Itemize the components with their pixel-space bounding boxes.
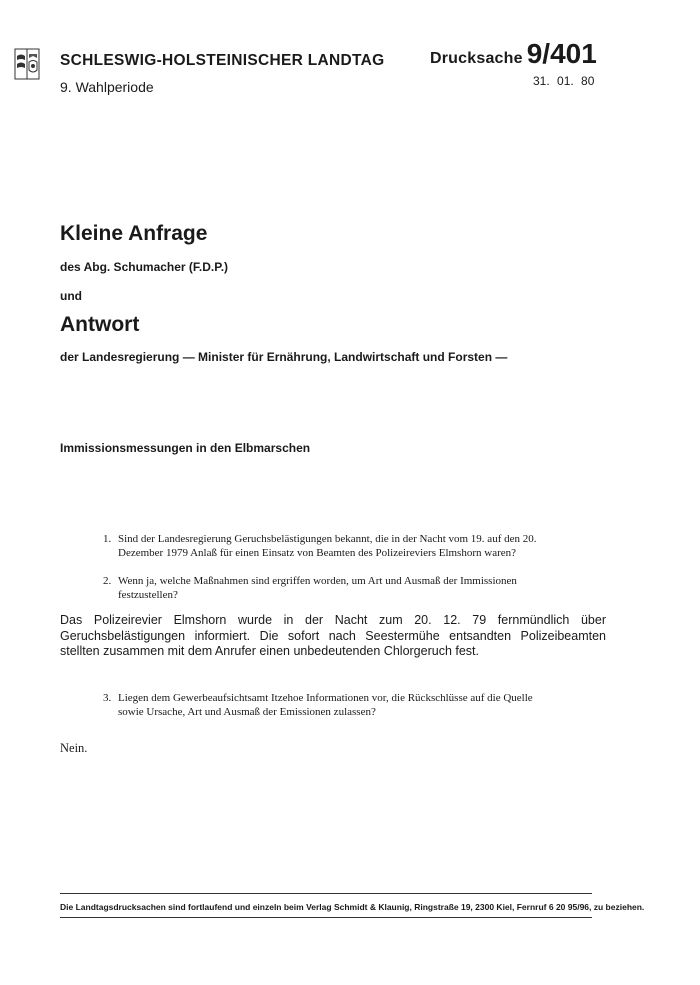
legislative-period: 9. Wahlperiode xyxy=(60,79,154,95)
drucksache-heading xyxy=(430,38,597,70)
antwort-heading: Antwort xyxy=(60,313,140,336)
question-number: 1. xyxy=(103,533,112,545)
drucksache-number: 9/401 xyxy=(526,38,597,69)
coat-of-arms-icon xyxy=(14,48,40,80)
footer-rule-top xyxy=(60,893,592,894)
question-2 xyxy=(103,575,543,602)
question-number: 2. xyxy=(103,575,112,587)
question-1 xyxy=(103,533,543,560)
topic-heading: Immissionsmessungen in den Elbmarschen xyxy=(60,441,311,455)
question-text: Sind der Landesregierung Geruchsbelästigungen bekannt, die in der Nacht vom 19. auf den 20. Dezember 1979 Anlaß für einen Einsatz von Beamten des Polizeireviers Elmshorn waren? xyxy=(118,533,537,559)
footer-rule-bottom xyxy=(60,917,592,918)
responder-line: der Landesregierung — Minister für Ernährung, Landwirtschaft und Forsten — xyxy=(60,350,508,364)
question-text: Wenn ja, welche Maßnahmen sind ergriffen worden, um Art und Ausmaß der Immissionen festzustellen? xyxy=(118,575,517,601)
question-text: Liegen dem Gewerbeaufsichtsamt Itzehoe Informationen vor, die Rückschlüsse auf die Quelle sowie Ursache, Art und Ausmaß der Emissionen zulassen? xyxy=(118,692,533,718)
question-3 xyxy=(103,692,543,719)
drucksache-label: Drucksache xyxy=(430,50,523,67)
parliament-name: SCHLESWIG-HOLSTEINISCHER LANDTAG xyxy=(60,52,385,69)
kleine-anfrage-heading: Kleine Anfrage xyxy=(60,222,208,245)
answer-1: Das Polizeirevier Elmshorn wurde in der Nacht zum 20. 12. 79 fernmündlich über Geruchsbelästigungen informiert. Die sofort nach Seestermühe entsandten Polizeibeamten stellten zusammen mit dem Anrufer einen unbedeutenden Chlorgeruch fest. xyxy=(60,613,606,658)
footer-note: Die Landtagsdrucksachen sind fortlaufend und einzeln beim Verlag Schmidt & Klaunig, Ringstraße 19, 2300 Kiel, Fernruf 6 20 95/96, zu beziehen. xyxy=(60,902,645,912)
answer-2: Nein. xyxy=(60,741,88,755)
document-date: 31. 01. 80 xyxy=(533,74,595,88)
question-number: 3. xyxy=(103,692,112,704)
und-line: und xyxy=(60,289,82,303)
questioner-line: des Abg. Schumacher (F.D.P.) xyxy=(60,260,229,274)
